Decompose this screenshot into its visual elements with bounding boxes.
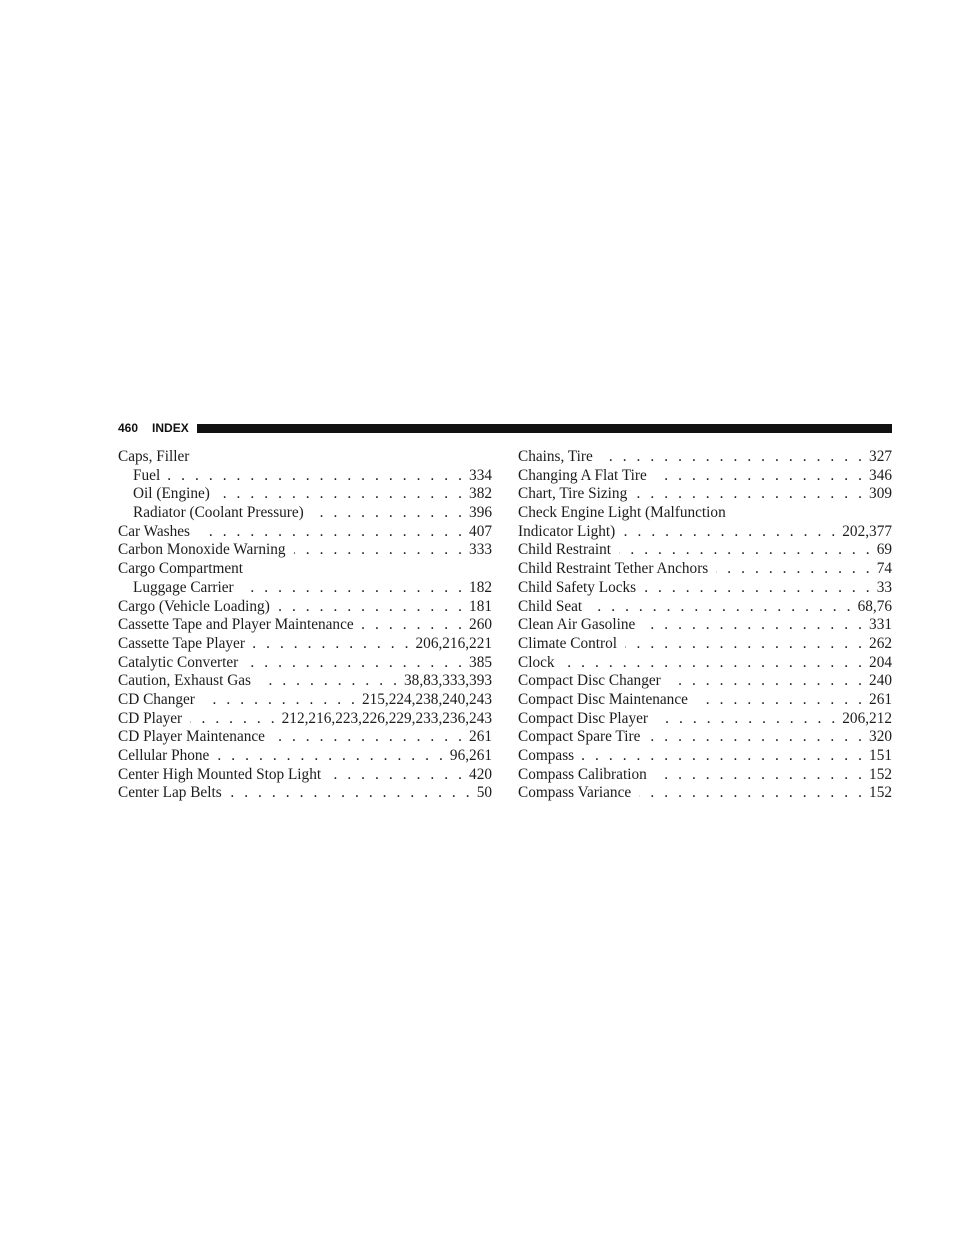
index-page-numbers: 206,216,221 xyxy=(415,634,492,652)
index-page-numbers: 385 xyxy=(469,653,492,671)
index-entry xyxy=(118,672,492,691)
index-page-numbers: 309 xyxy=(869,485,892,503)
dot-leader xyxy=(639,784,865,803)
dot-leader xyxy=(655,766,865,785)
dot-leader xyxy=(362,616,465,635)
index-page-numbers: 327 xyxy=(869,448,892,465)
index-entry xyxy=(118,728,492,747)
index-term: Catalytic Converter xyxy=(118,653,239,671)
index-term: Clean Air Gasoline xyxy=(518,616,636,634)
index-entry xyxy=(118,616,492,635)
index-term: Child Restraint xyxy=(518,541,612,559)
dot-leader xyxy=(635,485,865,504)
index-entry xyxy=(518,728,892,747)
dot-leader xyxy=(648,728,865,747)
index-term: Carbon Monoxide Warning xyxy=(118,541,286,559)
index-term: CD Changer xyxy=(118,690,195,708)
index-entry xyxy=(118,541,492,560)
index-page-numbers: 182 xyxy=(469,578,492,596)
index-entry xyxy=(118,654,492,673)
index-entry xyxy=(518,598,892,617)
index-page-numbers: 396 xyxy=(469,504,492,522)
index-entry xyxy=(118,635,492,654)
index-term: Center Lap Belts xyxy=(118,784,222,802)
index-term: Cellular Phone xyxy=(118,747,210,764)
index-entry xyxy=(518,710,892,729)
index-entry xyxy=(118,560,492,579)
dot-leader xyxy=(230,784,473,803)
index-term: Child Safety Locks xyxy=(518,578,637,596)
index-term: Compact Disc Changer xyxy=(518,672,661,690)
index-term: Cargo Compartment xyxy=(118,560,244,578)
index-page-numbers: 181 xyxy=(469,597,492,615)
index-page-numbers: 240 xyxy=(869,672,892,690)
index-page-numbers: 331 xyxy=(869,616,892,634)
index-column-left xyxy=(118,448,492,803)
index-entry xyxy=(118,579,492,598)
index-entry xyxy=(518,635,892,654)
dot-leader xyxy=(655,467,865,486)
index-entry xyxy=(118,710,492,729)
page-header xyxy=(118,419,892,437)
index-entry xyxy=(518,766,892,785)
index-term: Cargo (Vehicle Loading) xyxy=(118,597,270,615)
index-page-numbers: 152 xyxy=(869,784,892,802)
index-page-numbers: 262 xyxy=(869,634,892,652)
index-page-numbers: 50 xyxy=(476,784,492,802)
index-term: Clock xyxy=(518,653,555,671)
dot-leader xyxy=(259,672,400,691)
dot-leader xyxy=(582,747,865,766)
index-term: Child Seat xyxy=(518,597,583,615)
index-entry xyxy=(118,784,492,803)
index-page-numbers: 346 xyxy=(869,466,892,484)
dot-leader xyxy=(203,691,358,710)
index-entry xyxy=(118,766,492,785)
index-entry xyxy=(118,747,492,766)
dot-leader xyxy=(246,654,465,673)
index-page-numbers: 215,224,238,240,243 xyxy=(361,690,492,708)
dot-leader xyxy=(278,598,465,617)
dot-leader xyxy=(312,504,465,523)
section-title: INDEX xyxy=(152,421,189,435)
index-term: Climate Control xyxy=(518,634,617,652)
index-entry xyxy=(118,691,492,710)
index-term: Radiator (Coolant Pressure) xyxy=(133,504,304,522)
dot-leader xyxy=(669,672,865,691)
dot-leader xyxy=(601,448,865,467)
index-entry xyxy=(518,523,892,542)
dot-leader xyxy=(253,635,412,654)
index-entry xyxy=(518,467,892,486)
index-page-numbers: 204 xyxy=(869,653,892,671)
index-term: Chains, Tire xyxy=(518,448,593,465)
index-term: CD Player xyxy=(118,709,183,727)
index-term: Compact Disc Maintenance xyxy=(518,690,688,708)
index-term: Indicator Light) xyxy=(518,522,616,540)
index-entry xyxy=(518,485,892,504)
index-page-numbers: 420 xyxy=(469,765,492,783)
dot-leader xyxy=(190,710,278,729)
dot-leader xyxy=(273,728,465,747)
index-entry xyxy=(118,523,492,542)
index-entry xyxy=(518,672,892,691)
index-page-numbers: 68,76 xyxy=(857,597,892,615)
index-entry xyxy=(518,504,892,523)
index-term: Chart, Tire Sizing xyxy=(518,485,628,503)
dot-leader xyxy=(563,654,866,673)
index-entry xyxy=(518,784,892,803)
dot-leader xyxy=(623,523,838,542)
index-page-numbers: 152 xyxy=(869,765,892,783)
index-page-numbers: 320 xyxy=(869,728,892,746)
index-term: Caps, Filler xyxy=(118,448,190,465)
index-entry xyxy=(518,616,892,635)
index-term: Luggage Carrier xyxy=(133,578,234,596)
index-page-numbers: 334 xyxy=(469,466,492,484)
dot-leader xyxy=(168,467,465,486)
index-page-numbers: 333 xyxy=(469,541,492,559)
dot-leader xyxy=(643,616,865,635)
index-term: Compass xyxy=(518,747,575,764)
index-term: Compact Disc Player xyxy=(518,709,648,727)
header-rule xyxy=(197,424,892,433)
index-term: Check Engine Light (Malfunction xyxy=(518,504,726,522)
index-term: Center High Mounted Stop Light xyxy=(118,765,322,783)
index-term: Cassette Tape and Player Maintenance xyxy=(118,616,354,634)
index-page-numbers: 151 xyxy=(869,747,892,764)
dot-leader xyxy=(716,560,872,579)
index-entry xyxy=(118,485,492,504)
dot-leader xyxy=(217,747,446,766)
dot-leader xyxy=(218,485,465,504)
index-entry xyxy=(518,654,892,673)
dot-leader xyxy=(625,635,865,654)
index-page-numbers: 212,216,223,226,229,233,236,243 xyxy=(281,709,492,727)
index-entry xyxy=(518,747,892,766)
page-number: 460 xyxy=(118,421,139,435)
index-page-numbers: 38,83,333,393 xyxy=(404,672,492,690)
index-entry xyxy=(118,448,492,467)
index-page-numbers: 33 xyxy=(876,578,892,596)
index-entry xyxy=(518,691,892,710)
index-page-numbers: 382 xyxy=(469,485,492,503)
index-entry xyxy=(118,598,492,617)
index-term: Oil (Engine) xyxy=(133,485,210,503)
index-page-numbers: 407 xyxy=(469,522,492,540)
index-page-numbers: 96,261 xyxy=(449,747,492,764)
index-page-numbers: 261 xyxy=(469,728,492,746)
index-page-numbers: 206,212 xyxy=(842,709,892,727)
index-term: Fuel xyxy=(133,466,161,484)
index-page-numbers: 69 xyxy=(876,541,892,559)
index-term: Caution, Exhaust Gas xyxy=(118,672,251,690)
index-term: Compass Variance xyxy=(518,784,632,802)
dot-leader xyxy=(656,710,838,729)
dot-leader xyxy=(242,579,465,598)
dot-leader xyxy=(329,766,465,785)
index-page-numbers: 202,377 xyxy=(842,522,892,540)
dot-leader xyxy=(590,598,853,617)
index-term: CD Player Maintenance xyxy=(118,728,265,746)
dot-leader xyxy=(696,691,865,710)
index-term: Compact Spare Tire xyxy=(518,728,641,746)
index-entry xyxy=(518,560,892,579)
index-entry xyxy=(518,579,892,598)
dot-leader xyxy=(619,541,873,560)
index-term: Changing A Flat Tire xyxy=(518,466,647,484)
index-entry xyxy=(518,448,892,467)
index-entry xyxy=(118,467,492,486)
index-term: Child Restraint Tether Anchors xyxy=(518,560,709,578)
index-term: Car Washes xyxy=(118,522,190,540)
index-column-right xyxy=(518,448,892,803)
index-page-numbers: 74 xyxy=(876,560,892,578)
dot-leader xyxy=(644,579,873,598)
index-term: Compass Calibration xyxy=(518,765,647,783)
index-term: Cassette Tape Player xyxy=(118,634,245,652)
index-entry xyxy=(118,504,492,523)
index-page-numbers: 261 xyxy=(869,690,892,708)
index-entry xyxy=(518,541,892,560)
index-page-numbers: 260 xyxy=(469,616,492,634)
dot-leader xyxy=(294,541,465,560)
dot-leader xyxy=(198,523,465,542)
